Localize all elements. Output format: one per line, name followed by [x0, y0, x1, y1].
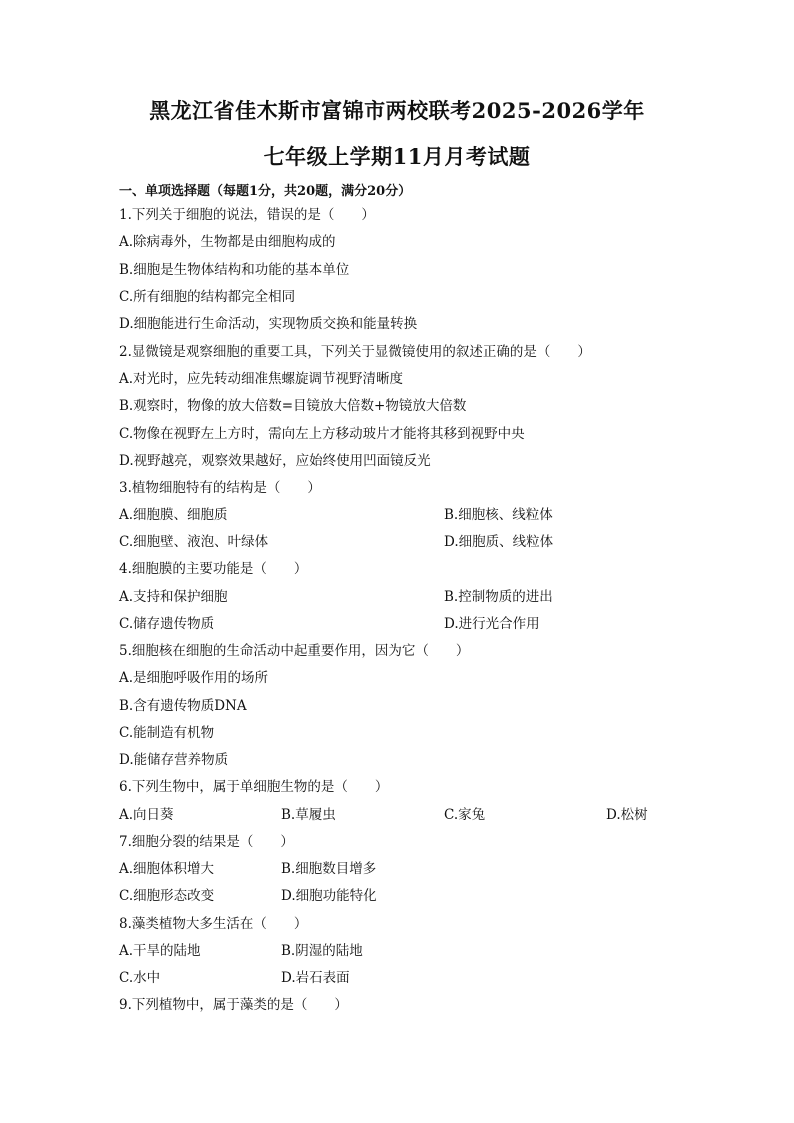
question-stem: 1.下列关于细胞的说法，错误的是（ ）: [119, 207, 375, 223]
question-option: D.能储存营养物质: [119, 752, 229, 768]
question-option: A.是细胞呼吸作用的场所: [119, 670, 269, 686]
question-stem: 7.细胞分裂的结果是（ ）: [119, 834, 294, 850]
question-option: A.干旱的陆地: [119, 943, 201, 959]
question-option: D.视野越亮，观察效果越好，应始终使用凹面镜反光: [119, 453, 431, 469]
question-option: C.家兔: [444, 807, 486, 823]
question-option: C.能制造有机物: [119, 725, 215, 741]
question-option: A.细胞膜、细胞质: [119, 507, 228, 523]
question-option: C.物像在视野左上方时，需向左上方移动玻片才能将其移到视野中央: [119, 426, 525, 442]
question-option: D.细胞质、线粒体: [444, 534, 554, 550]
question-option: B.草履虫: [281, 807, 336, 823]
question-option: A.支持和保护细胞: [119, 589, 228, 605]
question-option: B.细胞数目增多: [281, 861, 377, 877]
question-option: B.细胞核、线粒体: [444, 507, 553, 523]
question-option: A.细胞体积增大: [119, 861, 215, 877]
question-option: A.对光时，应先转动细准焦螺旋调节视野清晰度: [119, 371, 404, 387]
title-line-1: 黑龙江省佳木斯市富锦市两校联考2025-2026学年: [149, 98, 645, 123]
question-option: B.观察时，物像的放大倍数=目镜放大倍数+物镜放大倍数: [119, 398, 467, 414]
question-stem: 3.植物细胞特有的结构是（ ）: [119, 480, 321, 496]
question-option: D.松树: [606, 807, 648, 823]
question-stem: 8.藻类植物大多生活在（ ）: [119, 916, 308, 932]
question-option: B.控制物质的进出: [444, 589, 553, 605]
question-option: D.岩石表面: [281, 970, 350, 986]
question-stem: 2.显微镜是观察细胞的重要工具，下列关于显微镜使用的叙述正确的是（ ）: [119, 344, 591, 360]
section-heading: 一、单项选择题（每题1分，共20题，满分20分）: [119, 184, 412, 199]
question-option: C.水中: [119, 970, 161, 986]
question-option: C.储存遗传物质: [119, 616, 215, 632]
question-option: D.细胞功能特化: [281, 888, 377, 904]
question-stem: 5.细胞核在细胞的生命活动中起重要作用，因为它（ ）: [119, 643, 470, 659]
question-option: B.阴湿的陆地: [281, 943, 363, 959]
question-option: B.细胞是生物体结构和功能的基本单位: [119, 262, 350, 278]
question-option: D.进行光合作用: [444, 616, 540, 632]
question-stem: 6.下列生物中，属于单细胞生物的是（ ）: [119, 779, 389, 795]
question-option: C.所有细胞的结构都完全相同: [119, 289, 296, 305]
question-option: A.向日葵: [119, 807, 174, 823]
question-option: C.细胞壁、液泡、叶绿体: [119, 534, 269, 550]
title-line-2: 七年级上学期11月月考试题: [263, 144, 531, 169]
question-option: A.除病毒外，生物都是由细胞构成的: [119, 234, 336, 250]
question-option: D.细胞能进行生命活动，实现物质交换和能量转换: [119, 316, 418, 332]
question-stem: 4.细胞膜的主要功能是（ ）: [119, 561, 308, 577]
question-option: B.含有遗传物质DNA: [119, 698, 247, 714]
question-option: C.细胞形态改变: [119, 888, 215, 904]
question-stem: 9.下列植物中，属于藻类的是（ ）: [119, 997, 348, 1013]
